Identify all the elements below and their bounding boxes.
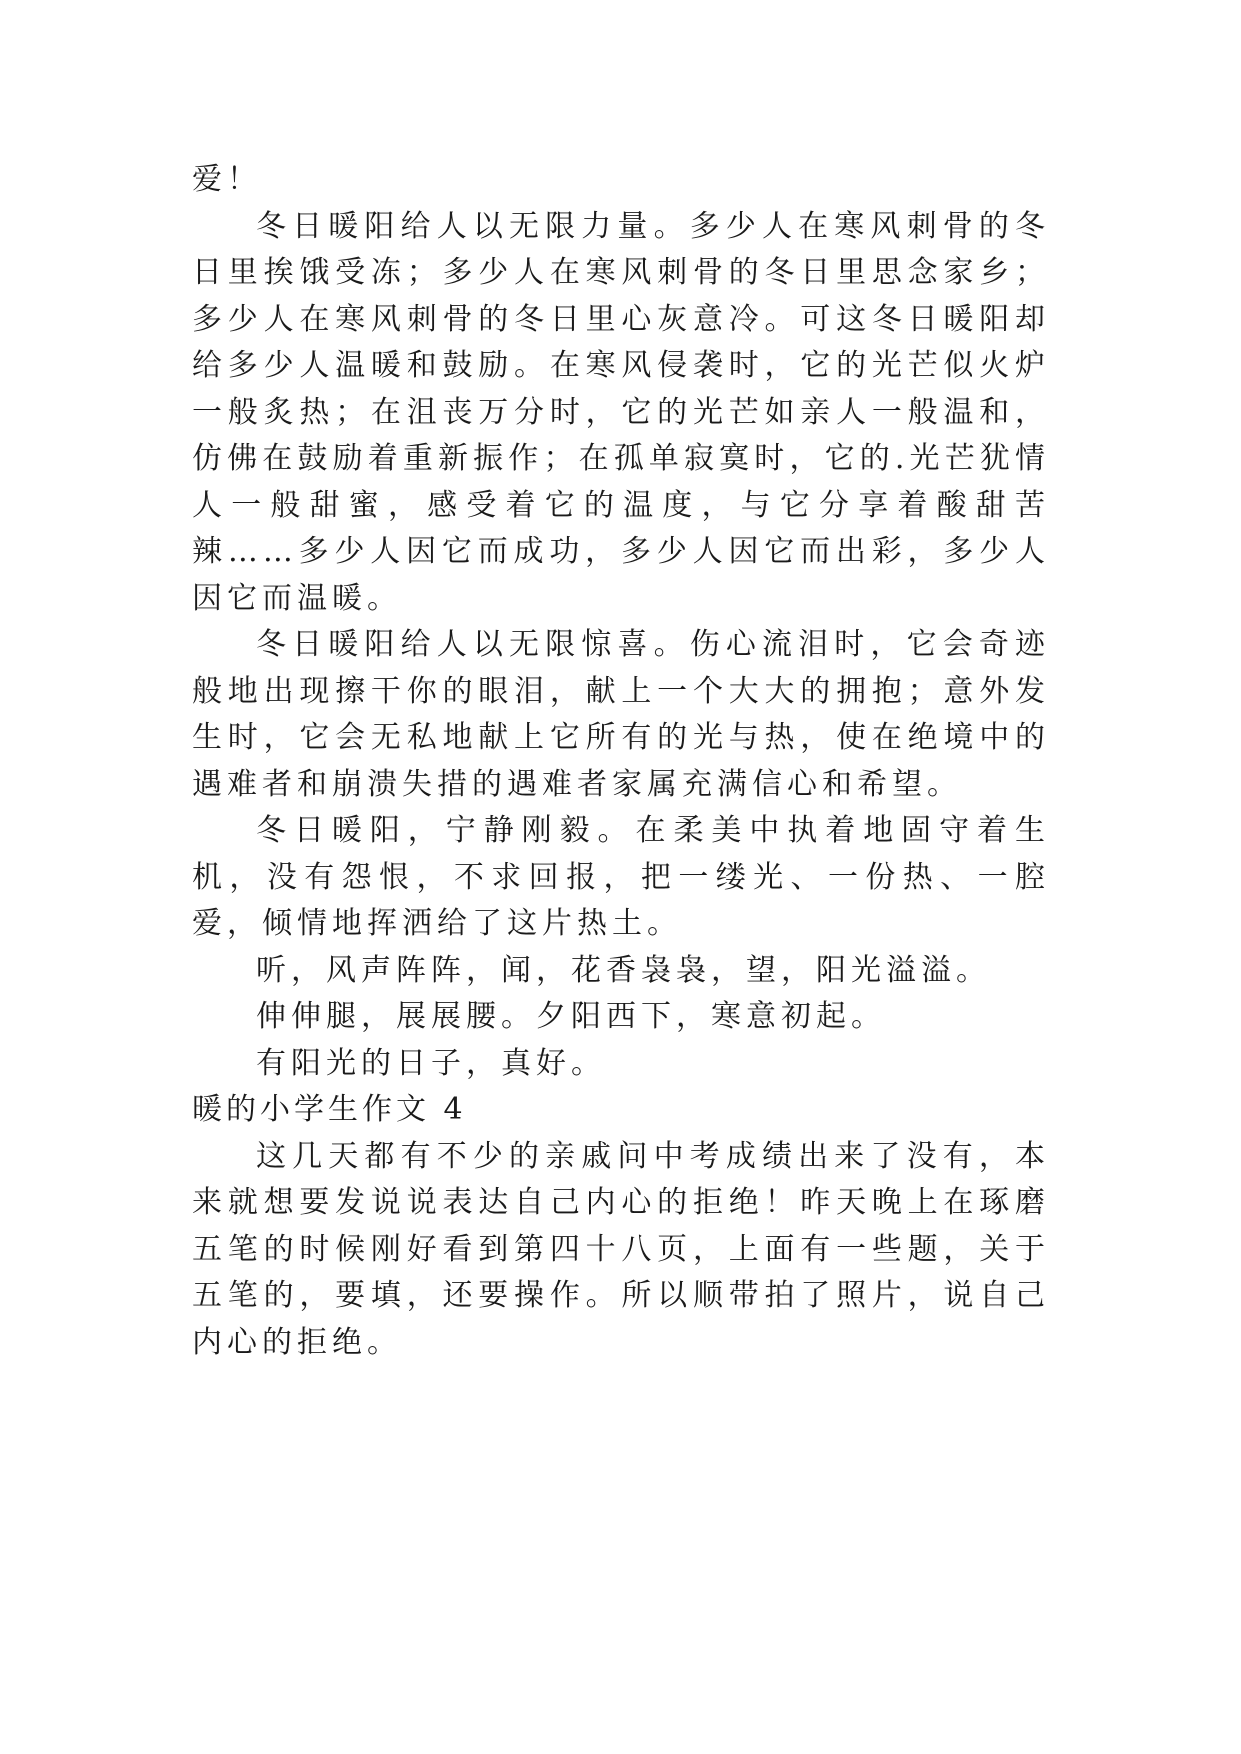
paragraph-stretch: 伸伸腿，展展腰。夕阳西下，寒意初起。 (256, 999, 886, 1034)
document-body (192, 157, 1050, 1366)
paragraph-listen: 听，风声阵阵，闻，花香袅袅，望，阳光溢溢。 (256, 952, 991, 988)
paragraph-sunny-days: 有阳光的日子，真好。 (256, 1045, 606, 1081)
paragraph-continuation: 爱！ (192, 162, 262, 197)
paragraph-surprise: 冬日暖阳给人以无限惊喜。伤心流泪时，它会奇迹般地出现擦干你的眼泪，献上一个大大的拥抱；意外发生时，它会无私地献上它所有的光与热，使在绝境中的遇难者和崩溃失措的遇难者家属充满信心和希望。 (192, 627, 1050, 802)
paragraph-calm: 冬日暖阳，宁静刚毅。在柔美中执着地固守着生机，没有怨恨，不求回报，把一缕光、一份热、一腔爱，倾情地挥洒给了这片热土。 (192, 813, 1050, 941)
section-heading: 暖的小学生作文 4 (192, 1092, 467, 1127)
paragraph-exam-results: 这几天都有不少的亲戚问中考成绩出来了没有，本来就想要发说说表达自己内心的拒绝！昨天晚上在琢磨五笔的时候刚好看到第四十八页，上面有一些题，关于五笔的，要填，还要操作。所以顺带拍了照片，说自己内心的拒绝。 (192, 1138, 1050, 1360)
paragraph-strength: 冬日暖阳给人以无限力量。多少人在寒风刺骨的冬日里挨饿受冻；多少人在寒风刺骨的冬日里思念家乡；多少人在寒风刺骨的冬日里心灰意冷。可这冬日暖阳却给多少人温暖和鼓励。在寒风侵袭时，它的光芒似火炉一般炙热；在沮丧万分时，它的光芒如亲人一般温和，仿佛在鼓励着重新振作；在孤单寂寞时，它的.光芒犹情人一般甜蜜，感受着它的温度，与它分享着酸甜苦辣……多少人因它而成功，多少人因它而出彩，多少人因它而温暖。 (192, 208, 1050, 616)
